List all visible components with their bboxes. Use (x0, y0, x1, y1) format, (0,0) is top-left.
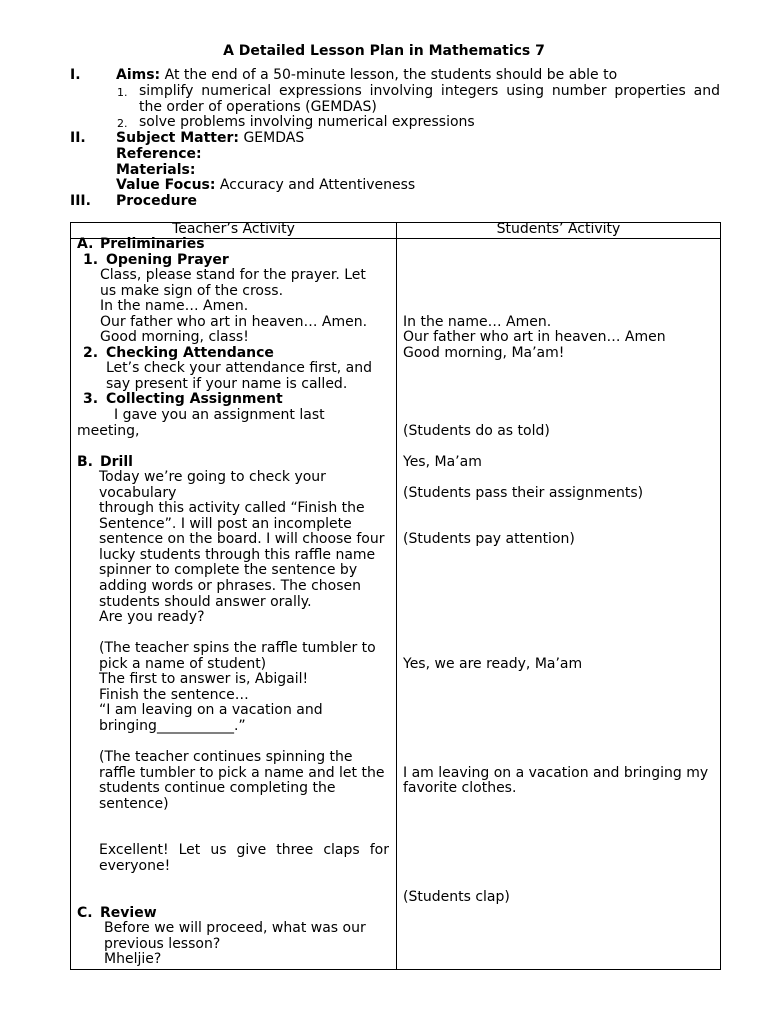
objective-number: 1. (117, 85, 128, 99)
procedure-table (70, 222, 721, 970)
student-response-line: favorite clothes. (403, 780, 517, 797)
aims-field (116, 68, 617, 84)
checking-attendance-line: Let’s check your attendance first, and (106, 360, 372, 377)
review-line: Mheljie? (104, 951, 162, 968)
students-activity-header: Students’ Activity (496, 221, 621, 237)
subsection-title: Checking Attendance (106, 344, 274, 361)
review-heading (71, 906, 396, 922)
subsection-title: Opening Prayer (106, 251, 229, 268)
procedure-row (70, 194, 721, 210)
preliminaries-heading (71, 237, 396, 253)
materials-label: Materials: (116, 161, 196, 178)
subject-matter-row (70, 131, 721, 147)
aims-numeral: I. (70, 67, 81, 83)
section-title: Preliminaries (100, 236, 205, 252)
subsection-marker: 2. (83, 344, 99, 361)
materials-row (70, 163, 721, 179)
reference-label: Reference: (116, 145, 202, 162)
subsection-title: Collecting Assignment (106, 391, 283, 408)
section-marker: B. (77, 453, 93, 470)
opening-prayer-line: Good morning, class! (100, 329, 249, 346)
drill-line: (The teacher continues spinning the (99, 749, 353, 766)
opening-prayer-line: Our father who art in heaven… Amen. (100, 313, 368, 330)
value-focus-label: Value Focus: (116, 177, 216, 194)
spacer (71, 735, 396, 751)
checking-attendance-line: say present if your name is called. (106, 375, 348, 392)
subject-matter-value: GEMDAS (243, 130, 305, 146)
value-focus-field (116, 178, 415, 194)
drill-line: adding words or phrases. The chosen (99, 578, 361, 595)
aims-text: At the end of a 50-minute lesson, the students should be able to (164, 67, 618, 83)
collecting-assignment-heading (71, 392, 396, 408)
subject-matter-field (116, 131, 304, 147)
drill-line: Excellent! Let us give three claps for (99, 842, 389, 859)
drill-line: “I am leaving on a vacation and (99, 702, 323, 719)
drill-line: students should answer orally. (99, 593, 312, 610)
aims-label: Aims: (116, 67, 161, 83)
drill-line: raffle tumbler to pick a name and let the (99, 764, 385, 781)
opening-prayer-heading (71, 253, 396, 269)
reference-row (70, 147, 721, 163)
student-response-line: Our father who art in heaven… Amen (403, 329, 666, 346)
objective-number: 2. (117, 117, 128, 131)
drill-line: spinner to complete the sentence by (99, 562, 358, 579)
student-response-line: Good morning, Ma’am! (403, 344, 565, 361)
value-focus-value: Accuracy and Attentiveness (219, 177, 416, 194)
student-response-line: In the name… Amen. (403, 313, 552, 330)
objective-text: simplify numerical expressions involving integers using number properties and (139, 82, 720, 99)
drill-line: students continue completing the (99, 780, 336, 797)
spacer (71, 439, 396, 455)
drill-line: through this activity called “Finish the (99, 500, 365, 517)
teacher-activity-column (71, 237, 396, 968)
student-response-line: Yes, Ma’am (403, 453, 482, 470)
aims-row (70, 68, 721, 84)
objective-text: the order of operations (GEMDAS) (139, 98, 377, 115)
students-activity-column (397, 237, 720, 967)
objective-row (70, 84, 721, 100)
student-response-line: (Students pass their assignments) (403, 484, 644, 501)
subsection-marker: 1. (83, 251, 99, 268)
subject-matter-numeral: II. (70, 130, 86, 146)
drill-line: The first to answer is, Abigail! (99, 671, 309, 688)
procedure-label: Procedure (116, 193, 197, 209)
subsection-marker: 3. (83, 391, 99, 408)
section-title: Drill (100, 453, 133, 470)
drill-line: (The teacher spins the raffle tumbler to (99, 640, 376, 657)
drill-line: everyone! (99, 857, 171, 874)
drill-line: sentence) (99, 795, 169, 812)
drill-heading (71, 455, 396, 471)
drill-line: vocabulary (99, 484, 177, 501)
collecting-assignment-line: meeting, (77, 422, 140, 439)
objective-text: solve problems involving numerical expressions (139, 114, 475, 131)
student-response-line: (Students pay attention) (403, 531, 575, 548)
document-title: A Detailed Lesson Plan in Mathematics 7 (223, 43, 545, 59)
checking-attendance-heading (71, 346, 396, 362)
section-marker: C. (77, 904, 93, 921)
student-response-line: (Students do as told) (403, 422, 550, 439)
value-focus-row (70, 178, 721, 194)
drill-line: sentence on the board. I will choose four (99, 531, 385, 548)
spacer (71, 812, 396, 828)
section-marker: A. (77, 236, 94, 252)
student-response-line: (Students clap) (403, 889, 510, 906)
student-response-line: I am leaving on a vacation and bringing my (403, 764, 709, 781)
student-response-line: Yes, we are ready, Ma’am (403, 655, 583, 672)
drill-praise-row (71, 843, 396, 859)
drill-line: Today we’re going to check your (99, 469, 326, 486)
opening-prayer-line: us make sign of the cross. (100, 282, 284, 299)
drill-line: pick a name of student) (99, 655, 267, 672)
procedure-numeral: III. (70, 193, 91, 209)
review-line: Before we will proceed, what was our (104, 920, 366, 937)
spacer (71, 626, 396, 642)
objective-row (70, 115, 721, 131)
teacher-activity-header: Teacher’s Activity (172, 221, 295, 237)
drill-line: Finish the sentence… (99, 686, 249, 703)
collecting-assignment-line: I gave you an assignment last (114, 407, 325, 424)
spacer (71, 874, 396, 890)
drill-line: lucky students through this raffle name (99, 546, 376, 563)
drill-line: Sentence”. I will post an incomplete (99, 515, 352, 532)
section-title: Review (100, 904, 157, 921)
spacer (71, 890, 396, 906)
drill-line: Are you ready? (99, 609, 205, 626)
review-line: previous lesson? (104, 935, 221, 952)
objective-row (70, 100, 721, 116)
subject-matter-label: Subject Matter: (116, 130, 239, 146)
opening-prayer-line: In the name… Amen. (100, 298, 249, 315)
lesson-plan-sections (70, 68, 721, 210)
opening-prayer-line: Class, please stand for the prayer. Let (100, 267, 366, 284)
drill-line: bringing___________.” (99, 717, 246, 734)
spacer (71, 828, 396, 844)
